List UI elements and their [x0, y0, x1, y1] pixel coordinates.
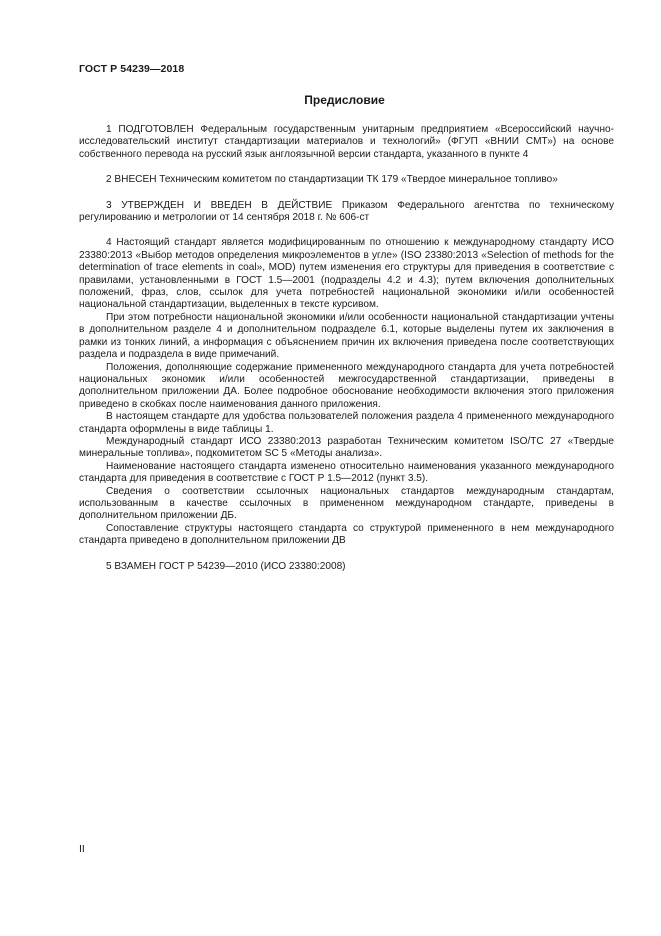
paragraph-reference-standards: Сведения о соответствии ссылочных национальных стандартов международным стандартам, использованным в качестве ссылочных в примененном международном стандарте, приведены в дополнительном приложении ДБ. — [79, 485, 614, 522]
document-body — [79, 124, 614, 573]
paragraph-prepared-by: 1 ПОДГОТОВЛЕН Федеральным государственным унитарным предприятием «Всероссийский научно-исследовательский институт стандартизации материалов и технологий» (ФГУП «ВНИИ СМТ») на основе собственного перевода на русский язык англоязычной версии стандарта, указанного в пункте 4 — [79, 124, 614, 160]
page-number: II — [79, 843, 85, 855]
paragraph-name-change: Наименование настоящего стандарта изменено относительно наименования указанного международного стандарта для приведения в соответствие с ГОСТ Р 1.5—2012 (пункт 3.5). — [79, 460, 614, 485]
paragraph-supplementary-provisions: Положения, дополняющие содержание примененного международного стандарта для учета потребностей национальных экономик и/или особенностей межгосударственной стандартизации, приведены в дополнительном приложении ДА. Более подробное обоснование необходимости включения этого приложения приведено в скобках после наименования данного приложения. — [79, 361, 614, 410]
paragraph-replaces: 5 ВЗАМЕН ГОСТ Р 54239—2010 (ИСО 23380:2008) — [106, 560, 346, 572]
paragraph-approved: 3 УТВЕРЖДЕН И ВВЕДЕН В ДЕЙСТВИЕ Приказом Федерального агентства по техническому регулированию и метрологии от 14 сентября 2018 г. № 606-ст — [79, 199, 614, 224]
page-title: Предисловие — [304, 93, 385, 107]
paragraph-introduced-by: 2 ВНЕСЕН Техническим комитетом по стандартизации ТК 179 «Твердое минеральное топливо» — [106, 174, 558, 186]
paragraph-structure-comparison: Сопоставление структуры настоящего стандарта со структурой примененного в нем международного стандарта приведено в дополнительном приложении ДВ — [79, 522, 614, 547]
paragraph-table-format: В настоящем стандарте для удобства пользователей положения раздела 4 примененного международного стандарта оформлены в виде таблицы 1. — [79, 411, 614, 435]
paragraph-modification: 4 Настоящий стандарт является модифицированным по отношению к международному стандарту ИСО 23380:2013 «Выбор методов определения микроэлементов в угле» (ISO 23380:2013 «Selection of methods for the determination of trace elements in coal», MOD) путем изменения его структуры для приведения в соответствие с правилами, установленными в ГОСТ 1.5—2001 (подразделы 4.2 и 4.3); путем включения дополнительных положений, фраз, слов, ссылок для учета потребностей национальной экономики и/или особенностей национальной стандартизации, выделенных в тексте курсивом. — [79, 237, 614, 311]
document-header: ГОСТ Р 54239—2018 — [79, 63, 185, 75]
paragraph-national-needs: При этом потребности национальной экономики и/или особенности национальной стандартизации учтены в дополнительном разделе 4 и дополнительном подразделе 6.1, которые выделены путем их заключения в рамки из тонких линий, а информация с объяснением причин их включения приведена после соответствующих раздела и подраздела в виде примечаний. — [79, 311, 614, 361]
paragraph-iso-committee: Международный стандарт ИСО 23380:2013 разработан Техническим комитетом ISO/TC 27 «Твердые минеральные топлива», подкомитетом SC 5 «Методы анализа». — [79, 435, 614, 460]
